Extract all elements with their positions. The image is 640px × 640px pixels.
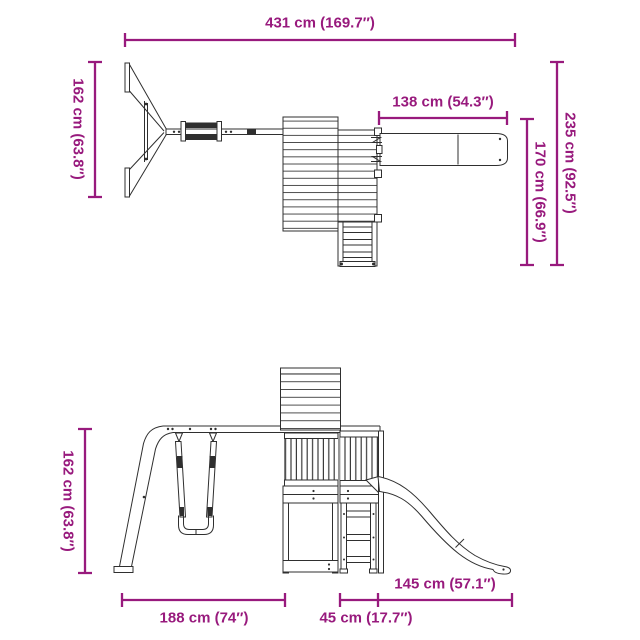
front-view-drawing xyxy=(78,368,512,607)
slide-top-view xyxy=(371,134,508,166)
swing-seat-top-view xyxy=(181,122,222,142)
dimension-label-slide-length-front: 145 cm (57.1″) xyxy=(394,575,496,593)
dimension-label-tower-depth: 170 cm (66.9″) xyxy=(531,141,549,243)
dimension-label-swing-depth-top: 162 cm (63.8″) xyxy=(69,78,87,180)
dimension-label-ladder-depth: 45 cm (17.7″) xyxy=(319,609,413,627)
top-view-drawing xyxy=(88,33,564,267)
tower-platform-top-view xyxy=(283,117,382,231)
dimension-label-total-depth: 235 cm (92.5″) xyxy=(561,112,579,214)
ladder-top-view xyxy=(338,222,377,267)
dimension-label-swing-width: 188 cm (74″) xyxy=(159,609,249,627)
ladder-front-view xyxy=(340,503,377,573)
tower-front-view xyxy=(281,368,384,573)
dimension-label-slide-length-top: 138 cm (54.3″) xyxy=(392,93,494,111)
dimension-label-swing-height-front: 162 cm (63.8″) xyxy=(59,450,77,552)
swing-frame-top-view xyxy=(125,63,166,197)
dimension-label-total-width: 431 cm (169.7″) xyxy=(265,14,375,32)
swing-front-view xyxy=(176,433,217,535)
slide-front-view xyxy=(366,477,511,575)
